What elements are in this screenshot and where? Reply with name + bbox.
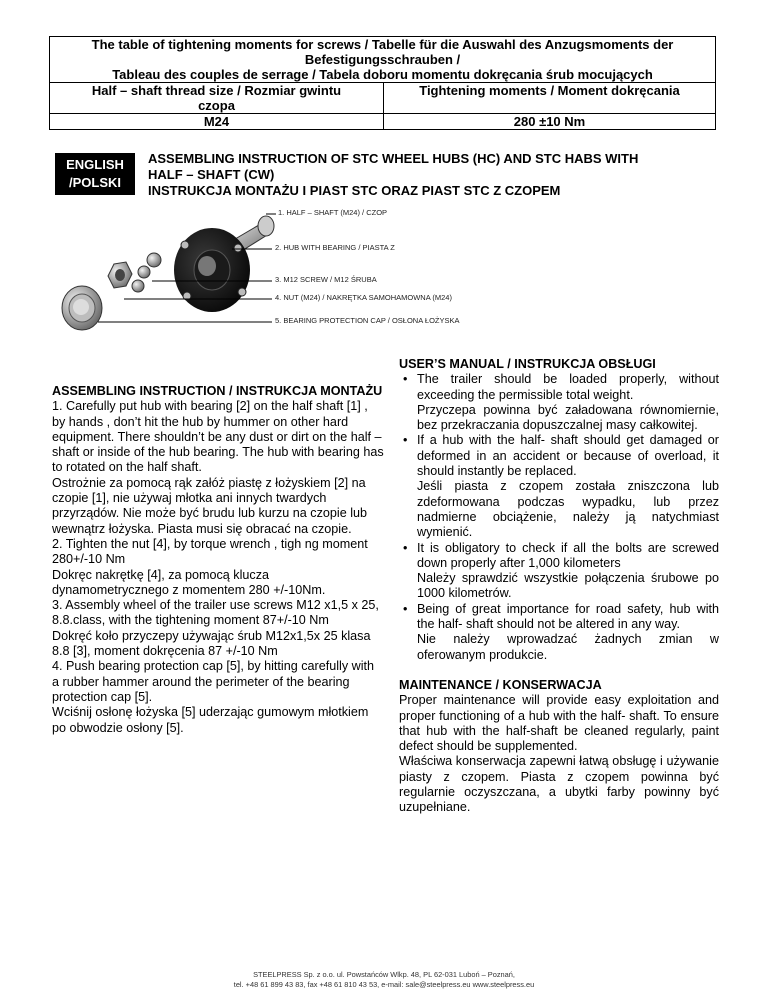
maintenance-title: MAINTENANCE / KONSERWACJA bbox=[399, 677, 602, 692]
tightening-moment-value: 280 ±10 Nm bbox=[384, 114, 716, 130]
table-row bbox=[50, 114, 716, 130]
assembly-paragraph: 3. Assembly wheel of the trailer use screws M12 x1,5 x 25, 8.8.class, with the tightening moment 87+/-10 Nm bbox=[52, 598, 379, 628]
table-row bbox=[50, 83, 716, 114]
table-title-line: Befestigungsschrauben / bbox=[304, 52, 461, 67]
manual-and-maintenance bbox=[399, 357, 719, 816]
manual-title: USER’S MANUAL / INSTRUKCJA OBSŁUGI bbox=[399, 357, 656, 371]
table-title-line: Tableau des couples de serrage / Tabela doboru momentu dokręcania śrub mocujących bbox=[112, 67, 653, 82]
assembly-title: ASSEMBLING INSTRUCTION / INSTRUKCJA MONTAŻU bbox=[52, 384, 383, 398]
assembly-instructions bbox=[52, 384, 384, 736]
footer-address: STEELPRESS Sp. z o.o. ul. Powstańców Wlkp. 48, PL 62-031 Luboń – Poznań, bbox=[253, 970, 515, 979]
language-badge bbox=[55, 153, 135, 195]
heading-line: ASSEMBLING INSTRUCTION OF STC WHEEL HUBS (HC) AND STC HABS WITH bbox=[148, 151, 639, 166]
manual-list bbox=[399, 372, 719, 663]
language-badge-line: ENGLISH bbox=[66, 157, 124, 172]
maintenance-pl: Właściwa konserwacja zapewni łatwą obsługę i używanie piasty z czopem. Piasta z czopem powinna być regularnie oczyszczana, a ubytki farby powinny być uzupełniane. bbox=[399, 754, 719, 815]
list-item bbox=[399, 372, 719, 433]
assembly-paragraph: Dokręć koło przyczepy używając śrub M12x1,5x 25 klasa 8.8 [3], moment dokręcenia 87 +/-10 Nm bbox=[52, 628, 371, 659]
bearing-cap-part bbox=[62, 286, 102, 330]
assembly-paragraph: Wciśnij osłonę łożyska [5] uderzając gumowym młotkiem po obwodzie osłony [5]. bbox=[52, 705, 369, 735]
manual-item-en: • If a hub with the half- shaft should get damaged or deformed in an accident or because of overload, it should instantly be replaced. bbox=[417, 433, 719, 479]
diagram-label: 5. BEARING PROTECTION CAP / OSŁONA ŁOŻYSKA bbox=[275, 316, 460, 325]
maintenance-en: Proper maintenance will provide easy exploitation and proper functioning of a hub with the half- shaft. To ensure that hub with the half-shaft be cleaned regularly, paint defect should be supplemented. bbox=[399, 693, 719, 754]
list-item bbox=[399, 433, 719, 540]
company-footer bbox=[0, 970, 768, 990]
document-heading bbox=[148, 151, 748, 199]
manual-item-en: • It is obligatory to check if all the bolts are screwed down properly after 1,000 kilometers bbox=[417, 540, 719, 570]
table-row bbox=[50, 37, 716, 83]
assembly-paragraph: 2. Tighten the nut [4], by torque wrench , tigh ng moment 280+/-10 Nm bbox=[52, 536, 368, 567]
nut-part bbox=[108, 262, 132, 288]
thread-size-value: M24 bbox=[50, 114, 384, 130]
manual-item-pl: Nie należy wprowadzać żadnych zmian w oferowanym produkcie. bbox=[417, 632, 719, 662]
heading-line: HALF – SHAFT (CW) bbox=[148, 167, 275, 182]
list-item bbox=[399, 602, 719, 663]
table-title bbox=[50, 37, 716, 83]
diagram-label: 4. NUT (M24) / NAKRĘTKA SAMOHAMOWNA (M24) bbox=[275, 293, 452, 302]
manual-item-pl: Przyczepa powinna być załadowana równomiernie, bez przekraczania dopuszczalnej masy całkowitej. bbox=[417, 402, 719, 433]
heading-line: INSTRUKCJA MONTAŻU I PIAST STC ORAZ PIAST STC Z CZOPEM bbox=[148, 183, 561, 198]
assembly-paragraph: 1. Carefully put hub with bearing [2] on the half shaft [1] , by hands , don’t hit the hub by hummer on other hard equipment. There shouldn’t be any dust or dirt on the half – shaft or inside of the hub bearing. The hub with bearing has to rotated on the half shaft. bbox=[52, 399, 384, 475]
diagram-label: 1. HALF – SHAFT (M24) / CZOP bbox=[278, 208, 388, 217]
footer-contact: tel. +48 61 899 43 83, fax +48 61 810 43 53, e-mail: sale@steelpress.eu www.steelpress.eu bbox=[233, 980, 535, 989]
table-title-line: The table of tightening moments for screws / Tabelle für die Auswahl des Anzugsmoments der bbox=[91, 37, 674, 52]
col-header-line: czopa bbox=[198, 98, 235, 113]
exploded-hub-diagram bbox=[52, 200, 542, 350]
col-header-line: Half – shaft thread size / Rozmiar gwintu bbox=[91, 83, 342, 98]
assembly-paragraph: Ostrożnie za pomocą rąk załóż piastę z łożyskiem [2] na czopie [1], nie używaj młotka ani innych twardych przyrządów. Nie może być brudu lub kurzu na czopie lub wewnątrz łożyska. Piasta musi się obracać na czopie. bbox=[52, 475, 368, 536]
torque-table bbox=[49, 36, 716, 130]
manual-item-pl: Należy sprawdzić wszystkie połączenia śrubowe po 1000 kilometrów. bbox=[417, 571, 719, 601]
manual-item-en: • The trailer should be loaded properly, without exceeding the permissible total weight. bbox=[417, 372, 719, 402]
diagram-label: 3. M12 SCREW / M12 ŚRUBA bbox=[275, 275, 377, 284]
manual-item-en: • Being of great importance for road safety, hub with the half- shaft should not be altered in any way. bbox=[417, 601, 719, 632]
col-header-tightening-moment: Tightening moments / Moment dokręcania bbox=[384, 83, 716, 114]
diagram-label: 2. HUB WITH BEARING / PIASTA Z bbox=[275, 243, 395, 252]
col-header-thread-size bbox=[50, 83, 384, 114]
language-badge-line: /POLSKI bbox=[68, 175, 121, 190]
assembly-paragraph: 4. Push bearing protection cap [5], by hitting carefully with a rubber hammer around the perimeter of the bearing protection cap [5]. bbox=[52, 659, 375, 704]
manual-item-pl: Jeśli piasta z czopem została zniszczona lub zdeformowana podczas wypadku, lub przez nadmierne obciążenie, należy ją natychmiast wymienić. bbox=[417, 479, 719, 540]
assembly-paragraph: Dokręc nakrętkę [4], za pomocą klucza dynamometrycznego z momentem 280 +/-10Nm. bbox=[52, 567, 326, 597]
m12-screw-part bbox=[132, 253, 161, 292]
list-item bbox=[399, 541, 719, 602]
